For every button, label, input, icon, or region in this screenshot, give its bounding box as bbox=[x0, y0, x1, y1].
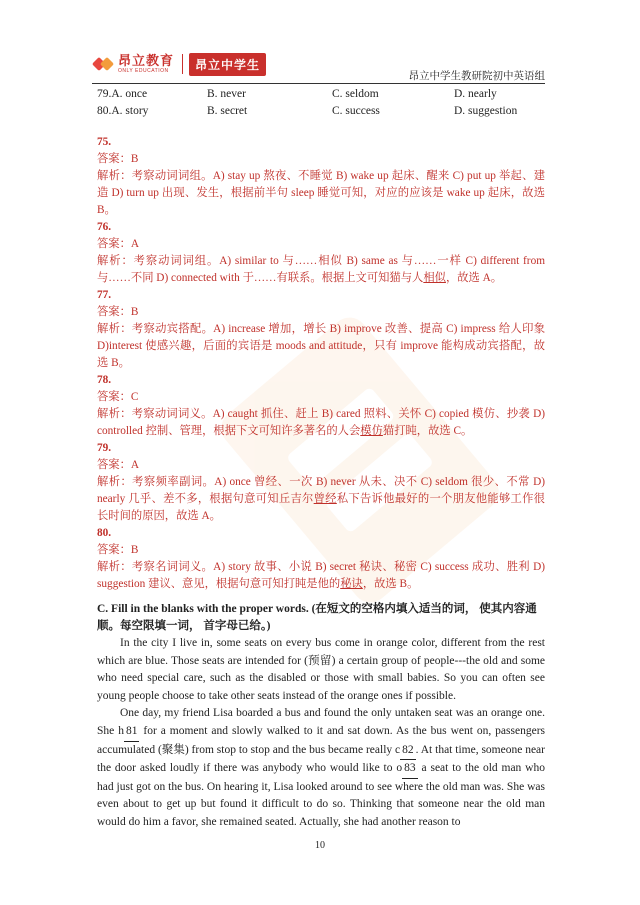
section-c bbox=[97, 601, 545, 832]
answer-explanations bbox=[97, 134, 545, 593]
option-row-79: 79.A. once B. never C. seldom D. nearly bbox=[97, 88, 497, 100]
logo-chinese: 昂立教育 bbox=[118, 53, 175, 69]
answer-line: 答案：B bbox=[97, 306, 139, 318]
answer-line: 答案：A bbox=[97, 459, 140, 471]
blank-81[interactable]: 81 bbox=[124, 723, 140, 742]
question-number: 79. bbox=[97, 442, 112, 454]
question-number: 80. bbox=[97, 527, 112, 539]
blank-83[interactable]: 83 bbox=[402, 760, 418, 779]
answer-line: 答案：C bbox=[97, 391, 139, 403]
header-divider bbox=[92, 83, 545, 84]
option-row-80: 80.A. story B. secret C. success D. suggestion bbox=[97, 105, 518, 117]
logo-english: ONLY EDUCATION bbox=[118, 67, 169, 74]
logo-diamond-icon bbox=[92, 54, 114, 74]
explanation: 解析：考察动词词组。A) stay up 熬夜、不睡觉 B) wake up 起床、醒来 C) put up 举起、建造 D) turn up 出现、发生，根据前半句 sleep 睡觉可知，对应的应该是 wake up 起床，故选 B。 bbox=[97, 170, 545, 216]
section-title: C. Fill in the blanks with the proper words. (在短文的空格内填入适当的词， 使其内容通顺。每空限填一词， 首字母已给。) bbox=[97, 603, 537, 632]
explanation: 解析：考察动宾搭配。A) increase 增加，增长 B) improve 改善、提高 C) impress 给人印象 D)interest 使感兴趣，后面的宾语是 moods and attitude，只有 improve 能构成动宾搭配，故选 B。 bbox=[97, 323, 545, 369]
logo-divider bbox=[182, 54, 183, 74]
blank-82[interactable]: 82 bbox=[400, 742, 416, 761]
explanation: 解析：考察频率副词。A) once 曾经、一次 B) never 从未、决不 C) seldom 很少、不常 D) nearly 几乎、差不多，根据句意可知丘吉尔曾经私下告诉他最好的一个朋友他能够工作很长时间的原因，故选 A。 bbox=[97, 476, 545, 522]
passage-paragraph-2: One day, my friend Lisa boarded a bus and found the only untaken seat was an orange one. She h 81 for a moment and slowly walked to it and sat down. As the bus went on, passengers accumulated (聚集) from stop to stop and the bus became really c 82 . At that time, someone near the door asked loudly if there was anybody who would like to o 83 a seat to the old man who had just got on the bus. On hearing it, Lisa looked around to see where the old man was. She was even about to get up but found it difficult to do so. Thinking that someone near the old man would do him a favor, she remained seated. Actually, she had another reason to bbox=[97, 707, 545, 828]
question-number: 77. bbox=[97, 289, 112, 301]
explanation: 解析：考察动词词组。A) similar to 与……相似 B) same as 与……一样 C) different from 与……不同 D) connected with 于……有联系。根据上文可知猫与人相似，故选 A。 bbox=[97, 255, 545, 284]
passage-paragraph-1: In the city I live in, some seats on every bus come in orange color, different from the rest which are blue. Those seats are intended for (预留) a certain group of people---the old and some who need special care, such as the disabled or those with small babies. So you can often see young people choose to take other seats instead of the orange ones if possible. bbox=[97, 637, 545, 702]
explanation: 解析：考察名词词义。A) story 故事、小说 B) secret 秘诀、秘密 C) success 成功、胜利 D) suggestion 建议、意见，根据句意可知打盹是他的秘诀，故选 B。 bbox=[97, 561, 545, 590]
question-number: 76. bbox=[97, 221, 112, 233]
answer-line: 答案：A bbox=[97, 238, 140, 250]
header-org-name: 昂立中学生教研院初中英语组 bbox=[408, 70, 545, 82]
explanation: 解析：考察动词词义。A) caught 抓住、赶上 B) cared 照料、关怀 C) copied 模仿、抄袭 D) controlled 控制、管理，根据下文可知许多著名的人会模仿猫打盹，故选 C。 bbox=[97, 408, 545, 437]
page-header bbox=[0, 0, 640, 84]
logo-badge: 昂立中学生 bbox=[189, 53, 266, 76]
answer-line: 答案：B bbox=[97, 544, 139, 556]
answer-line: 答案：B bbox=[97, 153, 139, 165]
brand-logo bbox=[92, 52, 282, 76]
options-block bbox=[97, 86, 545, 120]
question-number: 78. bbox=[97, 374, 112, 386]
question-number: 75. bbox=[97, 136, 112, 148]
page-number: 10 bbox=[315, 840, 325, 851]
